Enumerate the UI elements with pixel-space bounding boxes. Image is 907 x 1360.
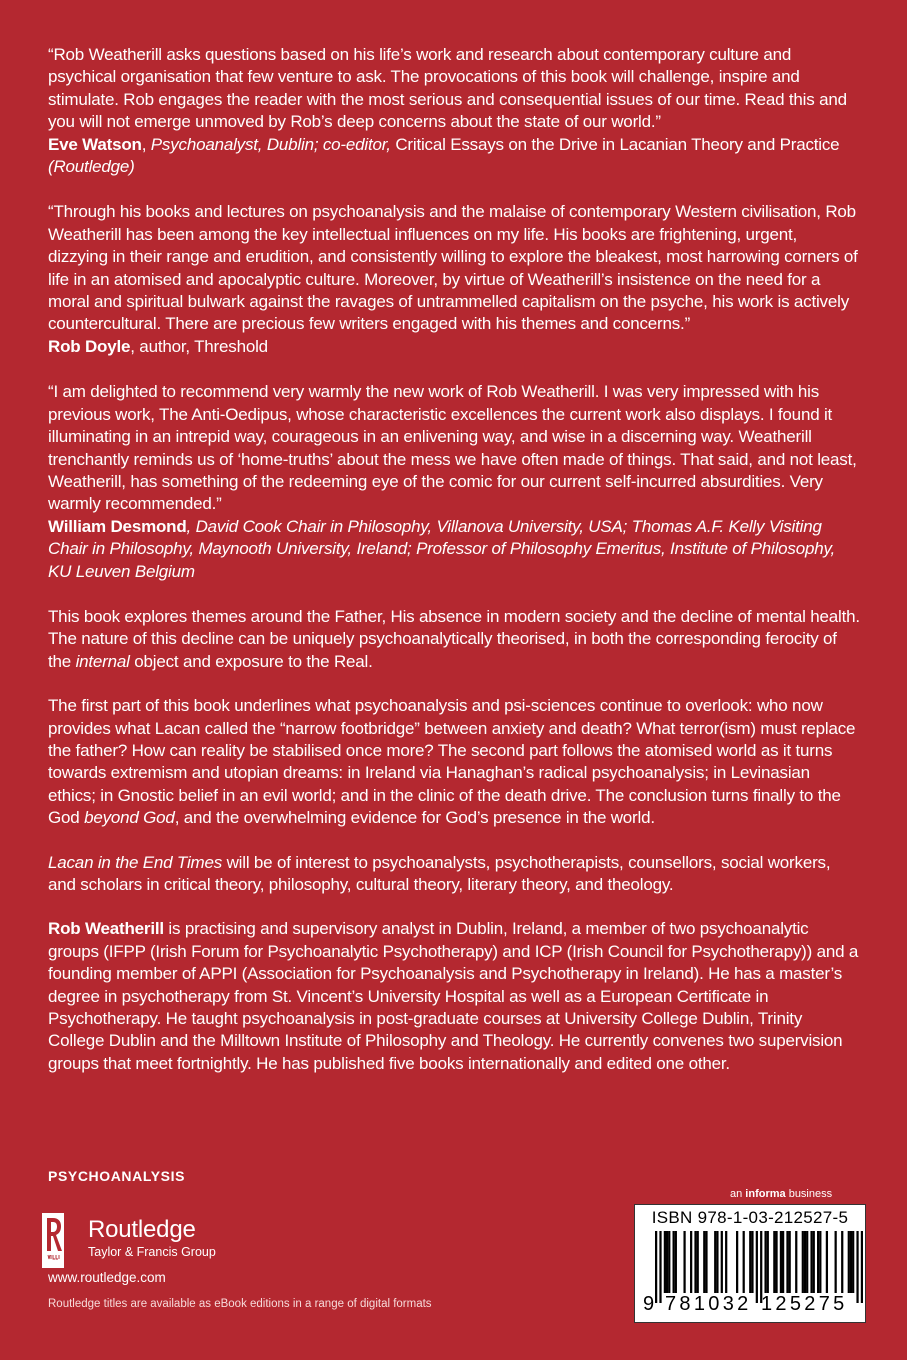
barcode-bar <box>810 1231 812 1293</box>
publisher-url[interactable]: www.routledge.com <box>48 1270 166 1285</box>
barcode-bar <box>736 1231 738 1293</box>
barcode-bar <box>795 1231 797 1293</box>
description-text: , and the overwhelming evidence for God’s presence in the world. <box>174 808 655 828</box>
barcode-bar <box>773 1231 775 1293</box>
description-paragraph-3 <box>48 852 860 897</box>
endorser-affiliation: , David Cook Chair in Philosophy, Villanova University, USA; Thomas A.F. Kelly Visiting Chair in Philosophy, Maynooth University, Ireland; Professor of Philosophy Emeritus, Institute of Philosophy, KU Leuven Belgium <box>48 516 836 581</box>
description-emphasis: internal <box>75 651 130 671</box>
endorser-book: Critical Essays on the Drive in Lacanian Theory and Practice <box>390 134 840 154</box>
barcode-first-digit: 9 <box>643 1293 655 1315</box>
barcode-right-group: 125275 <box>761 1293 848 1315</box>
description-text: This book explores themes around the Father, His absence in modern society and the decline of mental health. The nature of this decline can be uniquely psychoanalytically theorised, in both the corresponding ferocity of the <box>48 606 860 671</box>
barcode-bar <box>673 1231 675 1293</box>
barcode-bar <box>749 1231 751 1293</box>
endorser-role: Psychoanalyst, Dublin; co-editor, <box>150 134 391 154</box>
barcode-digits <box>643 1293 867 1319</box>
barcode-bar <box>786 1231 788 1293</box>
author-bio <box>48 918 860 1075</box>
barcode-bar <box>817 1231 819 1293</box>
barcode-bar <box>668 1231 670 1293</box>
description-text: The first part of this book underlines what psychoanalysis and psi-sciences continue to overlook: who now provides what Lacan called the “narrow footbridge” between anxiety and death? What terror(ism) must replace the father? How can reality be stabilised once more? The second part follows the atomised world as it turns towards extremism and utopian dreams: in Ireland via Hanaghan’s radical psychoanalysis; in Levinasian ethics; in Gnostic belief in an evil world; and in the clinic of the death drive. The conclusion turns finally to the God <box>48 696 856 828</box>
barcode-bar <box>751 1231 753 1293</box>
ebook-note: Routledge titles are available as eBook editions in a range of digital formats <box>48 1298 432 1310</box>
barcode-bar <box>804 1231 806 1293</box>
barcode-bar <box>775 1231 777 1293</box>
endorser-name: William Desmond <box>48 516 187 536</box>
barcode-bar <box>743 1231 745 1293</box>
endorsement-rob-doyle <box>48 201 860 358</box>
endorsement-eve-watson <box>48 44 860 178</box>
isbn-label: ISBN 978-1-03-212527-5 <box>651 1208 849 1227</box>
description-text: will be of interest to psychoanalysts, psychotherapists, counsellors, social workers, and scholars in critical theory, philosophy, cultural theory, literary theory, and theology. <box>48 852 831 894</box>
endorser-name: Rob Doyle <box>48 336 131 356</box>
endorsement-quote: “Through his books and lectures on psychoanalysis and the malaise of contemporary Western civilisation, Rob Weatherill has been among the key intellectual influences on my life. His books are frightening, urgent, dizzying in their range and erudition, and consistently willing to explore the bleakest, most harrowing corners of life in an atomised and apocalyptic culture. Moreover, by virtue of Weatherill’s insistence on the need for a moral and spiritual bulwark against the ravages of untrammelled capitalism on the psyche, his work is actively countercultural. There are precious few writers engaged with his themes and concerns.” <box>48 202 858 334</box>
description-emphasis: beyond God <box>84 808 175 828</box>
barcode-bar <box>703 1231 705 1293</box>
barcode-bar <box>716 1231 718 1293</box>
book-title: Lacan in the End Times <box>48 852 223 872</box>
isbn-barcode-box <box>634 1204 866 1323</box>
barcode-bar <box>835 1231 837 1293</box>
publisher-name: Routledge <box>88 1216 196 1243</box>
routledge-logo <box>42 1213 242 1268</box>
routledge-r-icon <box>42 1213 64 1268</box>
barcode-bar <box>852 1231 854 1293</box>
barcode-bar <box>813 1231 815 1293</box>
informa-business-tagline <box>730 1188 832 1200</box>
endorser-name: Eve Watson <box>48 134 142 154</box>
barcode-bar <box>780 1231 782 1293</box>
barcode-bar <box>841 1231 843 1293</box>
barcode-bar <box>848 1231 850 1293</box>
barcode-bar <box>802 1231 804 1293</box>
barcode-bar <box>767 1231 769 1293</box>
barcode-left-group: 781032 <box>665 1293 752 1315</box>
endorsement-quote: “Rob Weatherill asks questions based on his life’s work and research about contemporary culture and psychical organisation that few venture to ask. The provocations of this book will challenge, inspire and stimulate. Rob engages the reader with the most serious and consequential issues of our time. Read this and you will not emerge unmoved by Rob’s deep concerns about the state of our world.” <box>48 45 847 132</box>
barcode-bar <box>782 1231 784 1293</box>
subject-category: PSYCHOANALYSIS <box>48 1168 186 1184</box>
informa-brand: informa <box>745 1188 786 1200</box>
barcode-bar <box>721 1231 723 1293</box>
publisher-group: Taylor & Francis Group <box>88 1245 216 1259</box>
barcode-bar <box>683 1231 685 1293</box>
endorser-publisher: (Routledge) <box>48 157 135 177</box>
barcode-bar <box>826 1231 828 1293</box>
informa-prefix: an <box>730 1188 746 1200</box>
endorsement-william-desmond <box>48 381 860 583</box>
endorser-separator: , <box>141 134 151 154</box>
author-name: Rob Weatherill <box>48 919 164 939</box>
barcode-bar <box>694 1231 696 1293</box>
description-paragraph-1 <box>48 606 860 673</box>
endorser-affiliation: , author, Threshold <box>130 336 268 356</box>
barcode-bar <box>675 1231 677 1293</box>
barcode-bar <box>789 1231 791 1293</box>
barcode-bar <box>697 1231 699 1293</box>
author-bio-text: is practising and supervisory analyst in Dublin, Ireland, a member of two psychoanalytic groups (IFPP (Irish Forum for Psychoanalytic Psychotherapy) and ICP (Irish Council for Psychotherapy)) and a founding member of APPI (Association for Psychoanalysis and Psychotherapy in Ireland). He has a master’s degree in psychotherapy from St. Vincent’s University Hospital as well as a European Certificate in Psychotherapy. He taught psychoanalysis in post-graduate courses at University College Dublin, Trinity College Dublin and the Milltown Institute of Philosophy and Theology. He currently convenes two supervision groups that meet fortnightly. He has published five books internationally and edited one other. <box>48 919 859 1073</box>
barcode-bar <box>705 1231 707 1293</box>
barcode-bar <box>806 1231 808 1293</box>
barcode-bar <box>764 1231 766 1293</box>
barcode-bar <box>714 1231 716 1293</box>
barcode-bar <box>819 1231 821 1293</box>
description-paragraph-2 <box>48 695 860 829</box>
description-text: object and exposure to the Real. <box>129 651 373 671</box>
endorsement-quote: “I am delighted to recommend very warmly the new work of Rob Weatherill. I was very impressed with his previous work, The Anti-Oedipus, whose characteristic excellences the current work also displays. I found it illuminating in an intrepid way, courageous in an enlivening way, and wise in a discerning way. Weatherill trenchantly reminds us of ‘home-truths’ about the mess we have often made of things. That said, and not least, Weatherill, has something of the redeeming eye of the comic for our current self-incurred absurdities. Very warmly recommended.” <box>48 382 857 514</box>
informa-suffix: business <box>785 1188 833 1200</box>
barcode-bar <box>850 1231 852 1293</box>
barcode-bar <box>666 1231 668 1293</box>
barcode-bar <box>725 1231 727 1293</box>
barcode-bar <box>664 1231 666 1293</box>
back-cover-text <box>48 44 860 1075</box>
barcode-bar <box>690 1231 692 1293</box>
